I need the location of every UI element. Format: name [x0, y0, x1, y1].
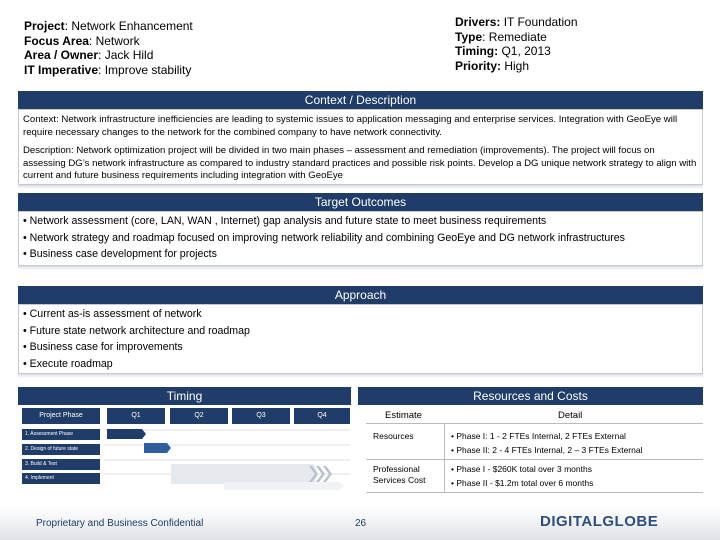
phase-3-bar [171, 464, 318, 484]
services-cost-row-label: Professional Services Cost [373, 464, 426, 485]
context-paragraph: Context: Network infrastructure inefficiencies are leading to systemic issues to application messaging and enterprise services. Integration with GeoEye will require necessary changes to the network for the combined company to have network connectivity. [23, 114, 678, 138]
outcome-item: • Network strategy and roadmap focused on improving network reliability and combining GeoEye and DG network infrastructures [23, 231, 625, 244]
focus-value: : Network [88, 33, 140, 48]
approach-item: • Future state network architecture and roadmap [23, 324, 250, 337]
confidential-notice: Proprietary and Business Confidential [36, 518, 204, 529]
outcomes-title-bar: Target Outcomes [18, 193, 703, 211]
outcome-item: • Network assessment (core, LAN, WAN , Internet) gap analysis and future state to meet business requirements [23, 215, 547, 227]
table-divider [366, 459, 703, 460]
owner-value: : Jack Hild [98, 48, 154, 62]
imperative-value: : Improve stability [98, 62, 192, 77]
project-attributes [455, 15, 578, 73]
phase-1-label: 1. Assessment Phase [22, 429, 100, 440]
gantt-header-q2: Q2 [170, 408, 228, 424]
page-number: 26 [355, 518, 367, 529]
table-column-divider [444, 424, 445, 492]
drivers-label: Drivers: [455, 15, 501, 29]
resources-detail-2: • Phase II: 2 - 4 FTEs Internal, 2 – 3 FTEs External [451, 445, 643, 455]
imperative-label: IT Imperative [24, 62, 99, 77]
gantt-header-q1: Q1 [107, 408, 165, 424]
phase-4-bar [224, 482, 344, 490]
owner-label: Area / Owner [24, 48, 99, 62]
focus-label: Focus Area [24, 33, 89, 48]
context-shadow [18, 185, 703, 189]
approach-item: • Current as-is assessment of network [23, 308, 202, 320]
gantt-header-q4: Q4 [294, 408, 350, 424]
phase-2-bar [144, 443, 171, 453]
project-label: Project [24, 19, 65, 33]
phase-3-label: 3. Build & Test [22, 459, 100, 470]
gantt-header-phase: Project Phase [22, 408, 100, 424]
timing-label: Timing: [455, 44, 499, 58]
services-cost-detail-1: • Phase I - $260K total over 3 months [451, 464, 592, 474]
resources-title-bar: Resources and Costs [358, 387, 703, 405]
estimate-column-header: Estimate [385, 410, 422, 421]
approach-box [18, 304, 703, 374]
outcome-item: • Business case development for projects [23, 248, 217, 260]
description-paragraph: Description: Network optimization project will be divided in two main phases – assessment and remediation (improvements). The project will focus on assessing DG’s network infrastructure as compared to industry standard practices and possible risk points. Develop a DG unique network strategy to align with current and future business requirements including integration with GeoEye [23, 145, 697, 181]
approach-item: • Business case for improvements [23, 341, 183, 353]
gantt-header-q3: Q3 [232, 408, 290, 424]
project-value: : Network Enhancement [64, 19, 193, 33]
resources-row-label: Resources [373, 431, 414, 441]
drivers-value: IT Foundation [500, 15, 578, 29]
context-box [18, 109, 703, 185]
project-summary [24, 19, 193, 77]
priority-value: High [501, 58, 530, 73]
approach-shadow [18, 374, 703, 378]
gantt-bars [104, 424, 354, 494]
type-label: Type [455, 29, 483, 44]
phase-4-label: 4. Implement [22, 473, 100, 484]
digitalglobe-logo: DIGITALGLOBE [540, 513, 659, 530]
outcomes-box [18, 211, 703, 266]
timing-value: Q1, 2013 [498, 44, 551, 58]
detail-column-header: Detail [558, 410, 583, 421]
context-title-bar: Context / Description [18, 91, 703, 109]
table-divider [366, 423, 703, 424]
resources-detail-1: • Phase I: 1 - 2 FTEs Internal, 2 FTEs External [451, 431, 626, 441]
priority-label: Priority: [455, 58, 502, 73]
timing-title-bar: Timing [18, 387, 351, 405]
table-divider [366, 492, 703, 493]
services-cost-detail-2: • Phase II - $1.2m total over 6 months [451, 478, 594, 488]
type-value: : Remediate [482, 29, 547, 44]
outcomes-shadow [18, 266, 703, 270]
phase-2-label: 2. Design of future state [22, 444, 100, 455]
approach-title-bar: Approach [18, 286, 703, 304]
approach-item: • Execute roadmap [23, 357, 113, 370]
phase-1-bar [107, 429, 146, 439]
